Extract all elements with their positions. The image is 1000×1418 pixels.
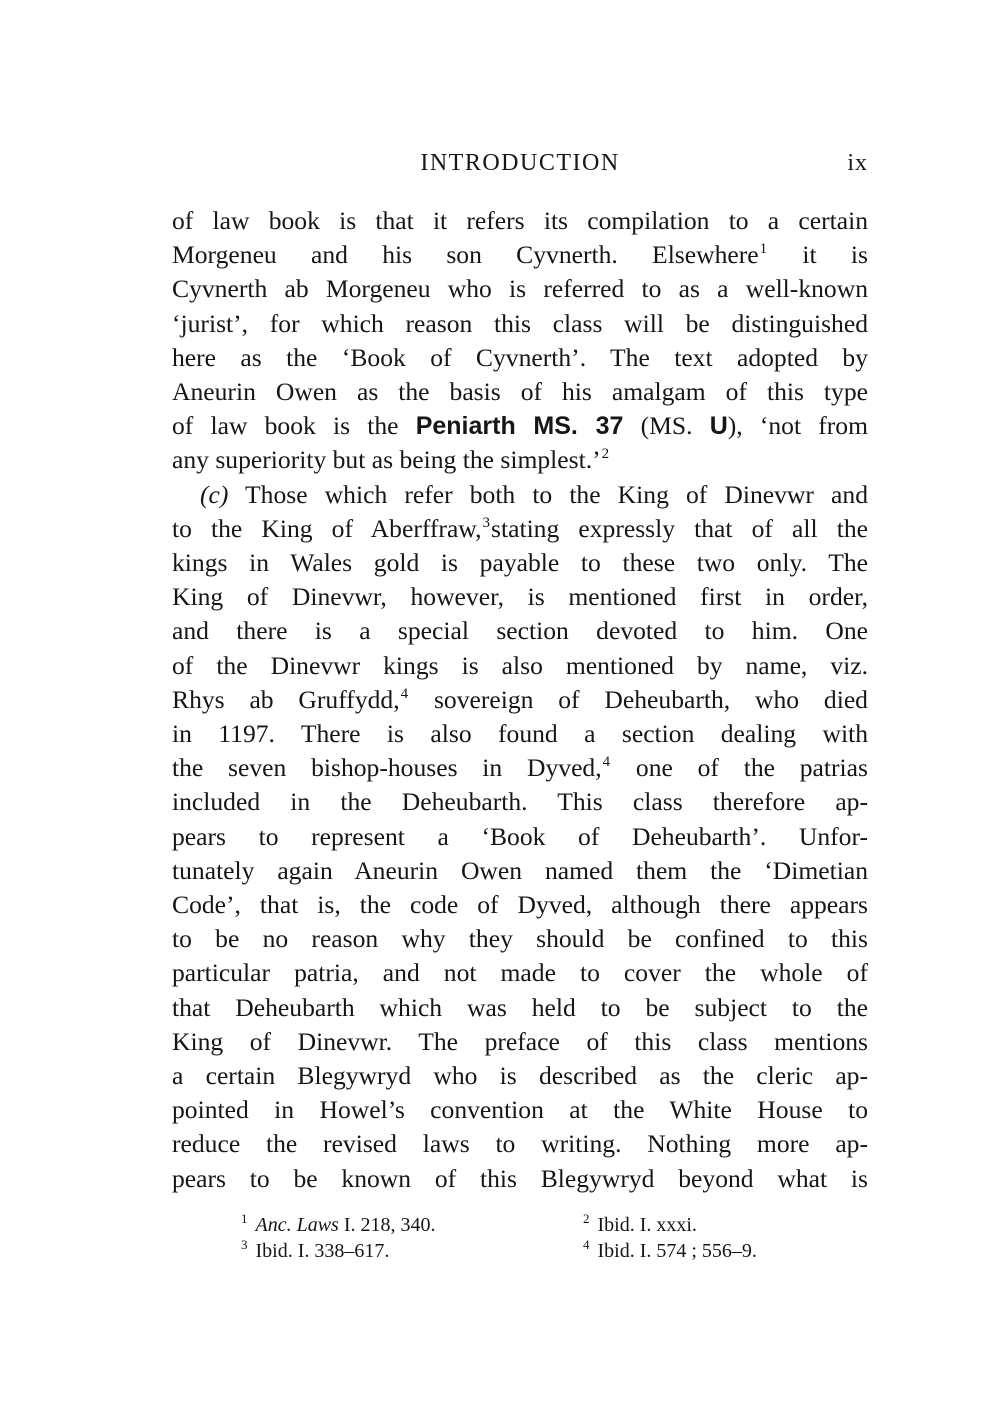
text-line: in 1197. There is also found a section dealing with bbox=[172, 719, 868, 749]
section-marker: (c) bbox=[200, 479, 229, 509]
text-line: pears to be known of this Blegywryd beyond what is bbox=[172, 1163, 868, 1193]
text-line: of law book is the Peniarth MS. 37 (MS. U), ‘not from bbox=[172, 411, 869, 441]
footnote-ref: 4 bbox=[602, 754, 611, 771]
footnote-ref: 4 bbox=[400, 685, 409, 702]
footnotes bbox=[240, 1212, 840, 1264]
text-line: a certain Blegywryd who is described as the cleric ap- bbox=[172, 1061, 868, 1091]
running-head bbox=[172, 150, 868, 184]
text-line: King of Dinevwr, however, is mentioned first in order, bbox=[172, 582, 868, 612]
text-line: any superiority but as being the simplest.’$^2$ bbox=[172, 445, 610, 475]
text-line: here as the ‘Book of Cyvnerth’. The text adopted by bbox=[172, 342, 868, 372]
manuscript-name: Peniarth MS. 37 bbox=[415, 412, 624, 441]
text-line: reduce the revised laws to writing. Nothing more ap- bbox=[172, 1129, 868, 1159]
page-number: ix bbox=[847, 150, 868, 176]
text-line: and there is a special section devoted to him. One bbox=[172, 616, 868, 646]
text-line: Cyvnerth ab Morgeneu who is referred to as a well-known bbox=[172, 274, 868, 304]
text-line: Morgeneu and his son Cyvnerth. Elsewhere$^1$ it is bbox=[172, 240, 868, 270]
text-line: included in the Deheubarth. This class therefore ap- bbox=[172, 787, 868, 817]
text-line: Aneurin Owen as the basis of his amalgam of this type bbox=[172, 377, 868, 407]
footnote-ref: 3 bbox=[482, 514, 491, 531]
text-line: tunately again Aneurin Owen named them the ‘Dimetian bbox=[172, 855, 868, 885]
manuscript-letter: U bbox=[709, 412, 728, 441]
footnote-ref: 2 bbox=[601, 446, 610, 463]
text-line: the seven bishop-houses in Dyved,$^4$ one of the patrias bbox=[172, 753, 868, 783]
body-text bbox=[172, 204, 868, 1196]
text-line: pointed in Howel’s convention at the White House to bbox=[172, 1095, 868, 1125]
footnote-2: $^2$ Ibid. I. xxxi. bbox=[583, 1211, 697, 1236]
text-line: of law book is that it refers its compilation to a certain bbox=[172, 206, 868, 235]
text-line: that Deheubarth which was held to be subject to the bbox=[172, 992, 868, 1022]
text-line: Code’, that is, the code of Dyved, although there appears bbox=[172, 890, 868, 920]
footnote-4: $^4$ Ibid. I. 574 ; 556–9. bbox=[583, 1237, 757, 1262]
text-line: kings in Wales gold is payable to these two only. The bbox=[172, 548, 868, 578]
text-line: pears to represent a ‘Book of Deheubarth’. Unfor- bbox=[172, 821, 868, 851]
footnote-row bbox=[240, 1238, 840, 1264]
text-line: King of Dinevwr. The preface of this class mentions bbox=[172, 1026, 868, 1056]
text-line: to the King of Aberffraw,$^3$stating expressly that of all the bbox=[172, 513, 868, 543]
text-line: ‘jurist’, for which reason this class will be distinguished bbox=[172, 308, 868, 338]
text-line: to be no reason why they should be confined to this bbox=[172, 924, 868, 954]
footnote-1: $^1$ Anc. Laws I. 218, 340. bbox=[241, 1211, 436, 1236]
footnote-3: $^3$ Ibid. I. 338–617. bbox=[241, 1237, 390, 1262]
running-title: INTRODUCTION bbox=[420, 150, 620, 176]
footnote-ref: 1 bbox=[759, 241, 768, 258]
text-line: Rhys ab Gruffydd,$^4$ sovereign of Deheubarth, who died bbox=[172, 684, 868, 714]
text-line: (c) Those which refer both to the King of Dinevwr and bbox=[200, 479, 868, 509]
text-line: of the Dinevwr kings is also mentioned by name, viz. bbox=[172, 650, 868, 680]
footnote-row bbox=[240, 1212, 840, 1238]
text-line: particular patria, and not made to cover the whole of bbox=[172, 958, 868, 988]
